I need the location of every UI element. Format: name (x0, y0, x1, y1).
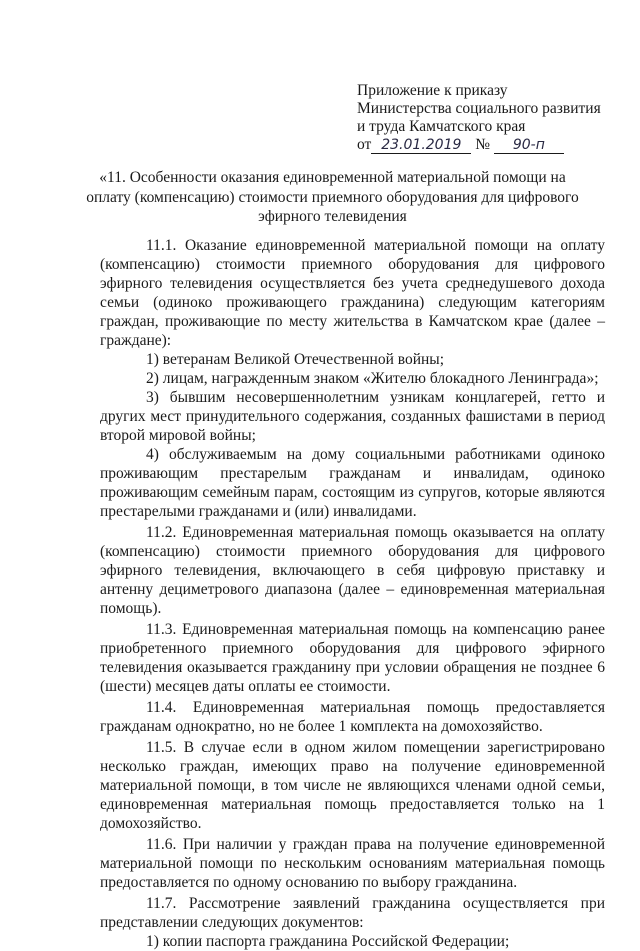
paragraph-11-7: 11.7. Рассмотрение заявлений гражданина осуществляется при представлении следующих документов: (100, 895, 605, 931)
document-list-item-1: 1) копии паспорта гражданина Российской Федерации; (146, 933, 510, 950)
list-item-4: 4) обслуживаемым на дому социальными работниками одиноко проживающим престарелым гражданам и инвалидам, одиноко проживающим семейным парам, состоящим из супругов, которые являются престарелыми гражданами и (или) инвалидами. (100, 446, 605, 520)
title-line-1: «11. Особенности оказания единовременной материальной помощи на (99, 169, 566, 186)
paragraph-11-5: 11.5. В случае если в одном жилом помещении зарегистрировано несколько граждан, имеющих право на получение единовременной материальной помощи, в том числе не являющихся членами одной семьи, единовременная материальная помощь предоставляется только на 1 домохозяйство. (100, 739, 605, 832)
list-item-1: 1) ветеранам Великой Отечественной войны; (146, 351, 445, 368)
paragraph-11-1: 11.1. Оказание единовременной материальной помощи на оплату (компенсацию) стоимости приемного оборудования для цифрового эфирного телевидения осуществляется без учета среднедушевого дохода семьи (одиноко проживающего гражданина) следующим категориям граждан, проживающие по месту жительства в Камчатском крае (далее – граждане): (100, 237, 605, 349)
appendix-header (357, 82, 617, 136)
order-date-handwritten: 23.01.2019 (371, 137, 471, 154)
number-label: № (475, 136, 490, 153)
appendix-line-1: Приложение к приказу (357, 82, 508, 99)
appendix-line-2: Министерства социального развития (357, 100, 601, 117)
document-body (100, 236, 605, 951)
paragraph-11-3: 11.3. Единовременная материальная помощь на компенсацию ранее приобретенного приемного оборудования для цифрового эфирного телевидения оказывается гражданину при условии обращения не позднее 6 (шести) месяцев даты оплаты ее стоимости. (100, 621, 605, 695)
title-line-3: эфирного телевидения (258, 208, 407, 225)
paragraph-11-2: 11.2. Единовременная материальная помощь оказывается на оплату (компенсацию) стоимости приемного оборудования для цифрового эфирного телевидения, включающего в себя цифровую приставку и антенну дециметрового диапазона (далее – единовременная материальная помощь). (100, 524, 605, 617)
from-label: от (357, 136, 372, 153)
title-line-2: оплату (компенсацию) стоимости приемного оборудования для цифрового (86, 188, 579, 206)
appendix-line-3: и труда Камчатского края (357, 118, 526, 135)
list-item-3: 3) бывшим несовершеннолетним узникам концлагерей, гетто и других мест принудительного содержания, созданных фашистами в период второй мировой войны; (100, 389, 605, 444)
order-number-handwritten: 90-п (494, 137, 564, 154)
order-date-number-line (357, 136, 564, 154)
paragraph-11-6: 11.6. При наличии у граждан права на получение единовременной материальной помощи по нескольким основаниям материальная помощь предоставляется по одному основанию по выбору гражданина. (100, 836, 605, 891)
section-title (60, 168, 605, 227)
paragraph-11-4: 11.4. Единовременная материальная помощь предоставляется гражданам однократно, но не более 1 комплекта на домохозяйство. (100, 699, 605, 735)
list-item-2: 2) лицам, награжденным знаком «Жителю блокадного Ленинграда»; (146, 370, 599, 387)
